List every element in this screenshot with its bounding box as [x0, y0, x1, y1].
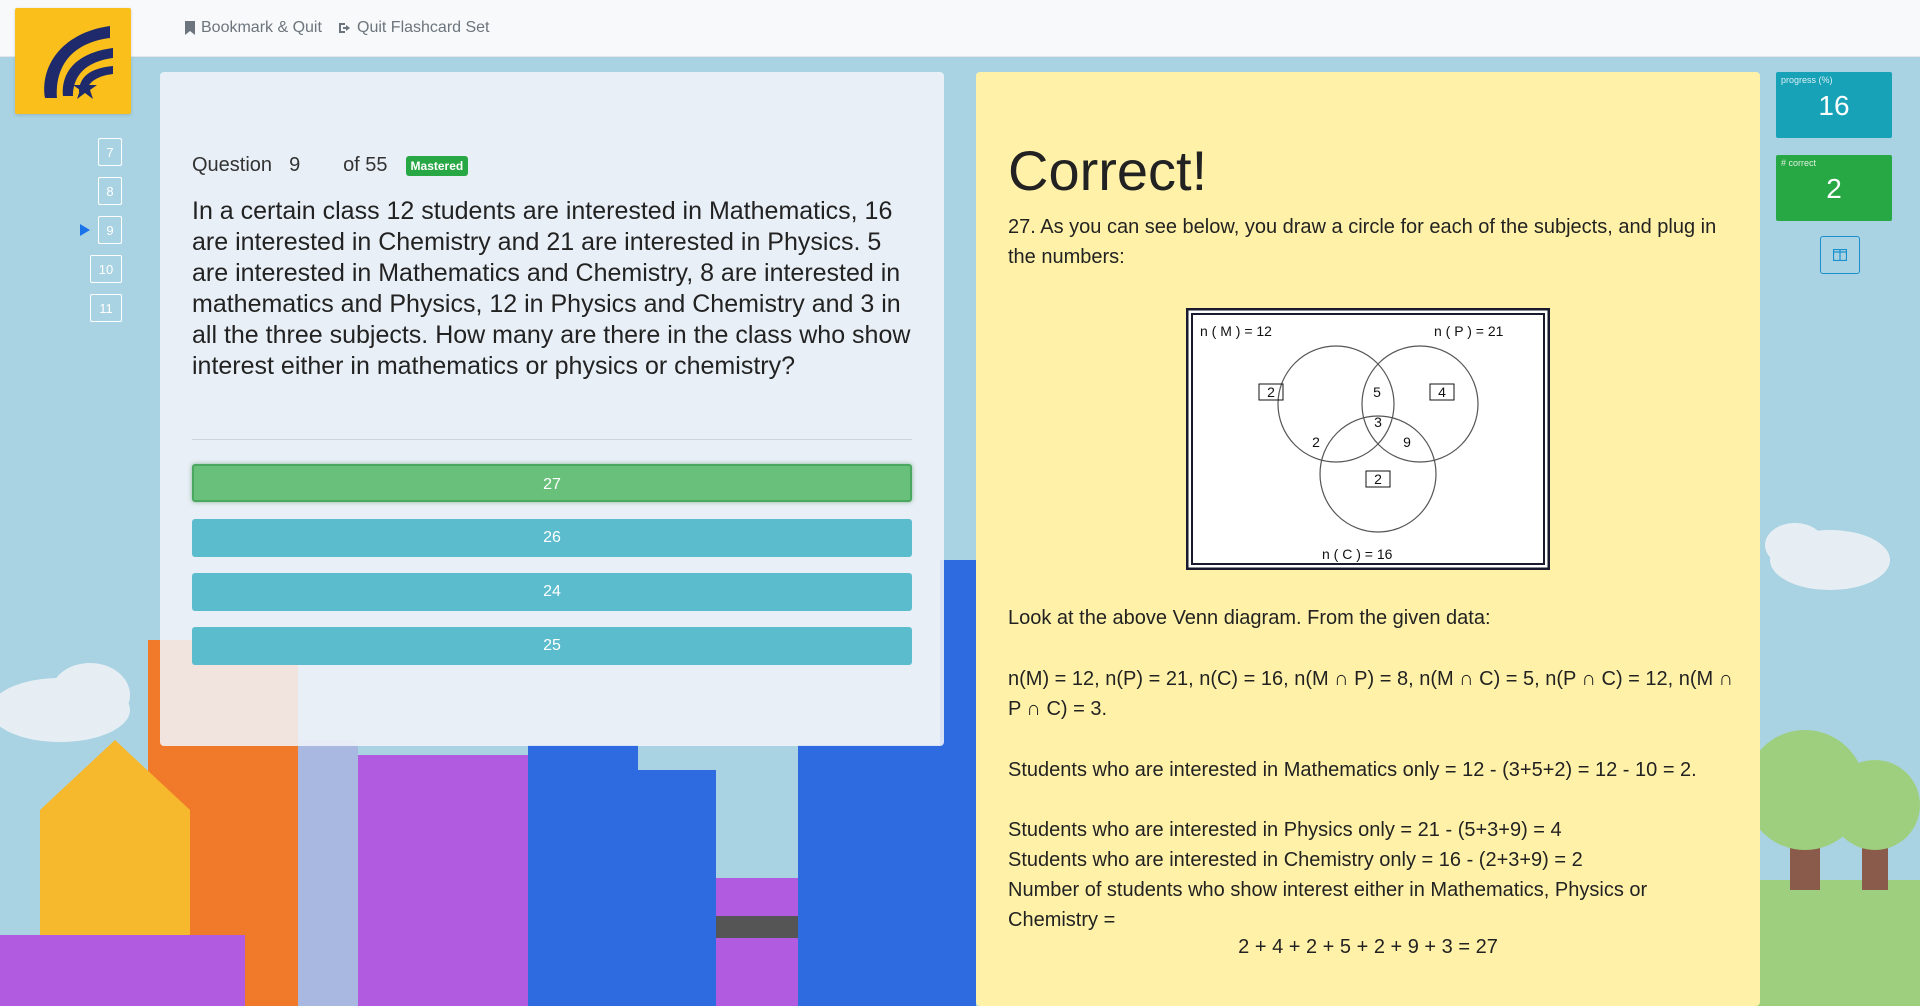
venn-label-m: n ( M ) = 12 [1200, 323, 1272, 339]
explanation-line: Number of students who show interest either in Mathematics, Physics or Chemistry = [1008, 879, 1648, 931]
venn-p-only: 4 [1438, 384, 1446, 400]
quit-flashcard-label: Quit Flashcard Set [357, 19, 490, 36]
progress-label: progress (%) [1781, 75, 1833, 85]
top-navbar [0, 0, 1920, 57]
explanation-line: Students who are interested in Chemistry only = 16 - (2+3+9) = 2 [1008, 849, 1583, 871]
question-header [192, 154, 468, 177]
divider [192, 439, 912, 440]
question-card [160, 72, 944, 746]
correct-stat [1776, 155, 1892, 221]
bookmark-quit-link[interactable] [184, 19, 322, 37]
explanation-line: Students who are interested in Physics only = 21 - (5+3+9) = 4 [1008, 819, 1562, 841]
quit-flashcard-link[interactable] [338, 19, 490, 37]
question-nav-item-current[interactable]: 9 [98, 216, 122, 244]
logo-icon [15, 8, 131, 114]
bookmark-quit-label: Bookmark & Quit [201, 19, 322, 36]
answer-option-correct[interactable]: 27 [192, 464, 912, 502]
question-label: Question [192, 154, 273, 176]
explanation-line: Look at the above Venn diagram. From the given data: [1008, 607, 1491, 629]
question-text: In a certain class 12 students are interested in Mathematics, 16 are interested in Chemistry and 21 are interested in Physics. 5 are interested in Mathematics and Chemistry, 8 are interested in mathematics and Physics, 12 in Physics and Chemistry and 3 in all the three subjects. How many are there in the class who show interest either in mathematics or physics or chemistry? [192, 197, 911, 380]
question-number: 9 [289, 154, 301, 176]
answer-option[interactable]: 26 [192, 519, 912, 557]
answer-option[interactable]: 24 [192, 573, 912, 611]
explanation-intro: 27. As you can see below, you draw a circle for each of the subjects, and plug in the numbers: [1008, 216, 1717, 268]
answer-option[interactable]: 25 [192, 627, 912, 665]
progress-stat [1776, 72, 1892, 138]
venn-diagram [1186, 308, 1550, 570]
progress-value: 16 [1818, 90, 1850, 121]
result-title: Correct! [1008, 139, 1208, 202]
venn-c-only: 2 [1374, 471, 1382, 487]
venn-label-p: n ( P ) = 21 [1434, 323, 1504, 339]
explanation-line: n(M) = 12, n(P) = 21, n(C) = 16, n(M ∩ P) = 8, n(M ∩ C) = 5, n(P ∩ C) = 12, n(M ∩ P ∩ C) = 3. [1008, 668, 1734, 720]
explanation-line: Students who are interested in Mathematics only = 12 - (3+5+2) = 12 - 10 = 2. [1008, 759, 1697, 781]
question-nav-item[interactable]: 10 [90, 255, 122, 283]
explanation-card [976, 72, 1760, 1006]
question-nav-item[interactable]: 8 [98, 177, 122, 205]
correct-label: # correct [1781, 158, 1817, 168]
venn-m-only: 2 [1267, 384, 1275, 400]
toggle-layout-button[interactable] [1820, 236, 1860, 274]
current-question-arrow-icon [80, 224, 90, 236]
explanation-result: 2 + 4 + 2 + 5 + 2 + 9 + 3 = 27 [1238, 936, 1498, 958]
bookmark-icon [184, 21, 196, 35]
question-nav-item[interactable]: 11 [90, 294, 122, 322]
question-nav-item[interactable]: 7 [98, 138, 122, 166]
question-total: of 55 [343, 154, 388, 176]
correct-value: 2 [1826, 173, 1842, 204]
columns-icon [1833, 249, 1847, 261]
venn-mc: 2 [1312, 434, 1320, 450]
venn-label-c: n ( C ) = 16 [1322, 546, 1393, 562]
venn-mp: 5 [1373, 384, 1381, 400]
sign-out-icon [338, 21, 352, 35]
venn-pc: 9 [1403, 434, 1411, 450]
app-logo[interactable] [15, 8, 131, 114]
mastered-badge: Mastered [406, 156, 469, 176]
venn-mpc: 3 [1374, 414, 1382, 430]
